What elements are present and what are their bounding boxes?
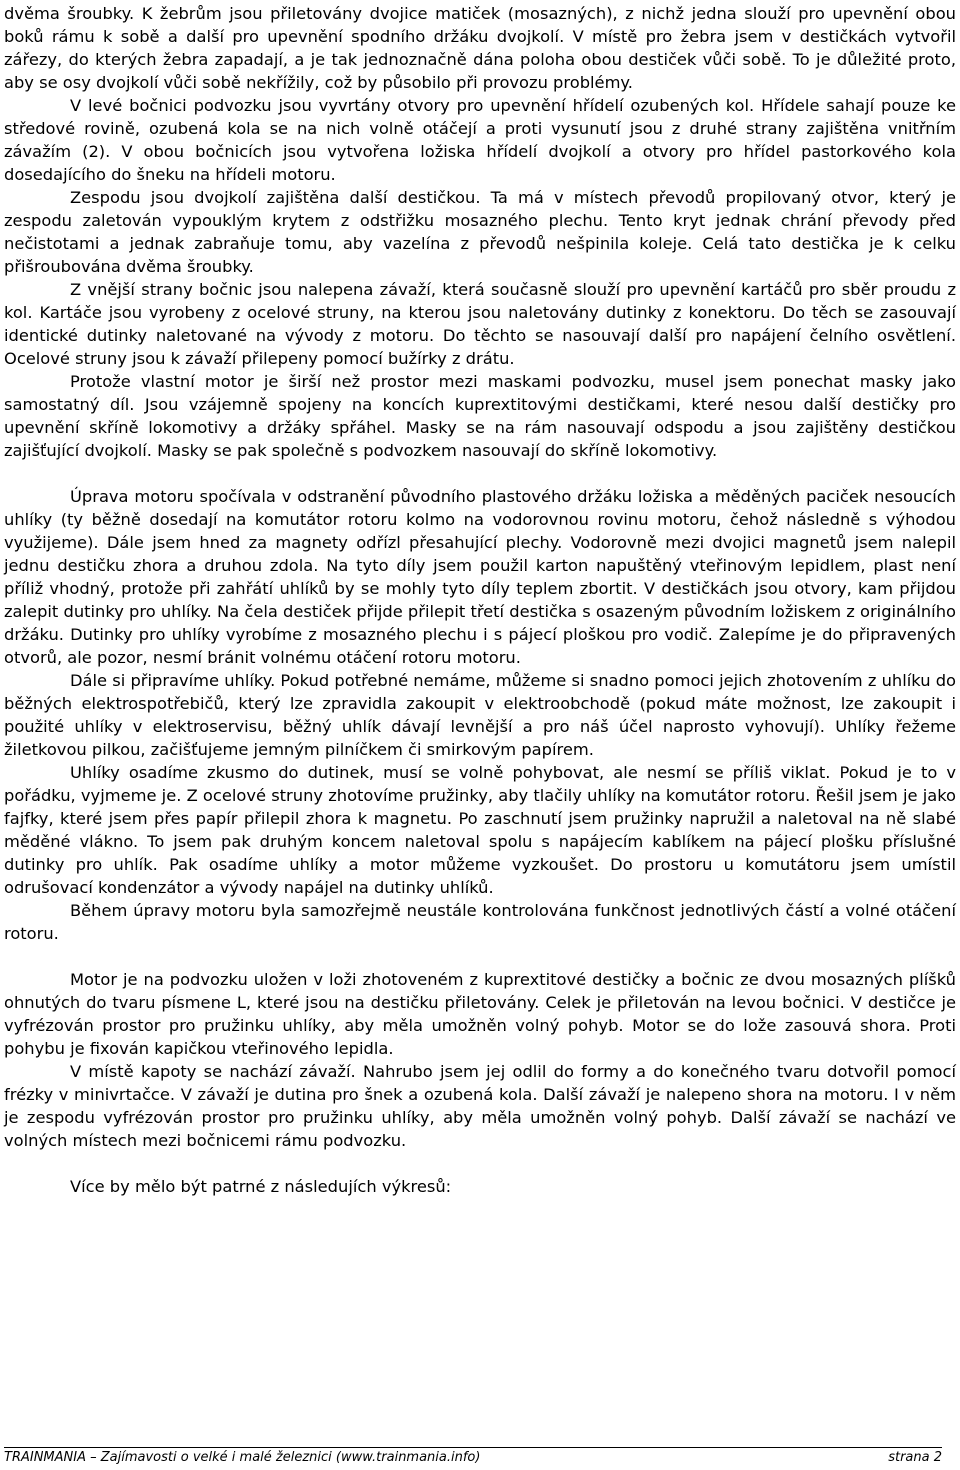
footer-source: TRAINMANIA – Zajímavosti o velké i malé železnici (www.trainmania.info) <box>4 1450 481 1465</box>
document-body <box>4 2 956 1198</box>
paragraph-7: Dále si připravíme uhlíky. Pokud potřebné nemáme, můžeme si snadno pomoci jejich zhotovením z uhlíku do běžných elektrospotřebičů, který lze zpravidla zakoupit v elektroobchodě (pokud máte možnost, lze zakoupit i použité uhlíky v elektroservisu, běžný uhlík dávají levnější a pro náš účel naprosto vyhovují). Uhlíky řežeme žiletkovou pilkou, začišťujeme jemným pilníčkem či smirkovým papírem. <box>4 671 956 759</box>
paragraph-gap <box>4 1152 956 1175</box>
paragraph-1: dvěma šroubky. K žebrům jsou přiletovány dvojice matiček (mosazných), z nichž jedna slouží pro upevnění obou boků rámu k sobě a další pro upevnění spodního držáku dvojkolí. V místě pro žebra jsem v destičkách vytvořil zářezy, do kterých žebra zapadají, a je tak jednoznačně dána poloha obou destiček vůči sobě. To je důležité proto, aby se osy dvojkolí vůči sobě nekřížily, což by působilo při provozu problémy. <box>4 4 956 92</box>
page-number: strana 2 <box>888 1450 942 1465</box>
page-footer <box>4 1450 942 1466</box>
paragraph-2: V levé bočnici podvozku jsou vyvrtány otvory pro upevnění hřídelí ozubených kol. Hřídele sahají pouze ke středové rovině, ozubená kola se na nich volně otáčejí a proti vysunutí jsou z druhé strany zajištěna vnitřním závažím (2). V obou bočnicích jsou vytvořena ložiska hřídelí dvojkolí a otvory pro hřídel pastorkového kola dosedajícího do šneku na hřídeli motoru. <box>4 96 956 184</box>
paragraph-gap <box>4 462 956 485</box>
paragraph-8: Uhlíky osadíme zkusmo do dutinek, musí se volně pohybovat, ale nesmí se příliš viklat. Pokud je to v pořádku, vyjmeme je. Z ocelové struny zhotovíme pružinky, aby tlačily uhlíky na komutátor rotoru. Řešil jsem je jako fajfky, které jsem přes papír přilepil zhora k magnetu. Po zaschnutí jsem pružinky napružil a naletoval na ně slabé měděné vlákno. To jsem pak druhým koncem naletoval spolu s napájecím kablíkem na pájecí plošku příslušné dutinky pro uhlík. Pak osadíme uhlíky a motor můžeme vyzkoušet. Do prostoru u komutátoru jsem umístil odrušovací kondenzátor a vývody napájel na dutinky uhlíků. <box>4 763 956 897</box>
paragraph-9: Během úpravy motoru byla samozřejmě neustále kontrolována funkčnost jednotlivých částí a volné otáčení rotoru. <box>4 901 956 943</box>
paragraph-4: Z vnější strany bočnic jsou nalepena závaží, která současně slouží pro upevnění kartáčů pro sběr proudu z kol. Kartáče jsou vyrobeny z ocelové struny, na kterou jsou naletovány dutinky z konektoru. Do těch se zasouvají identické dutinky naletované na vývody z motoru. Do těchto se nasouvají další pro napájení čelního osvětlení. Ocelové struny jsou k závaží přilepeny pomocí bužírky z drátu. <box>4 280 956 368</box>
paragraph-gap <box>4 945 956 968</box>
paragraph-3: Zespodu jsou dvojkolí zajištěna další destičkou. Ta má v místech převodů propilovaný otvor, který je zespodu zaletován vypouklým krytem z odstřižku mosazného plechu. Tento kryt jednak chrání převody před nečistotami a jednak zabraňuje tomu, aby vazelína z převodů nešpinila koleje. Celá tato destička je k celku přišroubována dvěma šroubky. <box>4 188 956 276</box>
paragraph-11: V místě kapoty se nachází závaží. Nahrubo jsem jej odlil do formy a do konečného tvaru dotvořil pomocí frézky v minivrtačce. V závaží je dutina pro šnek a ozubená kola. Další závaží je nalepeno shora na motoru. I v něm je zespodu vyfrézován prostor pro pružinku uhlíky, aby měla umožněn volný pohyb. Další závaží se nachází ve volných místech mezi bočnicemi rámu podvozku. <box>4 1062 956 1150</box>
paragraph-5: Protože vlastní motor je širší než prostor mezi maskami podvozku, musel jsem ponechat masky jako samostatný díl. Jsou vzájemně spojeny na koncích kuprextitovými destičkami, které nesou další destičky pro upevnění skříně lokomotivy a držáky spřáhel. Masky se na rám nasouvají odspodu a jsou zajištěny destičkou zajišťující dvojkolí. Masky se pak společně s podvozkem nasouvají do skříně lokomotivy. <box>4 372 956 460</box>
paragraph-12: Více by mělo být patrné z následujích výkresů: <box>70 1177 452 1196</box>
paragraph-10: Motor je na podvozku uložen v loži zhotoveném z kuprextitové destičky a bočnic ze dvou mosazných plíšků ohnutých do tvaru písmene L, které jsou na destičku přiletovány. Celek je přiletován na levou bočnici. V destičce je vyfrézován prostor pro pružinku uhlíky, aby měla umožněn volný pohyb. Motor se do lože zasouvá shora. Proti pohybu je fixován kapičkou vteřinového lepidla. <box>4 970 956 1058</box>
footer-divider <box>4 1447 942 1448</box>
paragraph-6: Úprava motoru spočívala v odstranění původního plastového držáku ložiska a měděných paciček nesoucích uhlíky (ty běžně dosedají na komutátor rotoru kolmo na vodorovnou rovinu motoru, čehož následně s výhodou využijeme). Dále jsem hned za magnety odřízl přesahující plechy. Vodorovně mezi dvojici magnetů jsem nalepil jednu destičku zhora a druhou zdola. Na tyto díly jsem použil karton napuštěný vteřinovým lepidlem, plast není příliž vhodný, protože při zahřátí uhlíků by se mohly tyto díly teplem zbortit. V destičkách jsou otvory, kam přijdou zalepit dutinky pro uhlíky. Na čela destiček přijde přilepit třetí destička s osazeným původním ložiskem z originálního držáku. Dutinky pro uhlíky vyrobíme z mosazného plechu i s pájecí ploškou pro vodič. Zalepíme je do připravených otvorů, ale pozor, nesmí bránit volnému otáčení rotoru motoru. <box>4 487 956 667</box>
